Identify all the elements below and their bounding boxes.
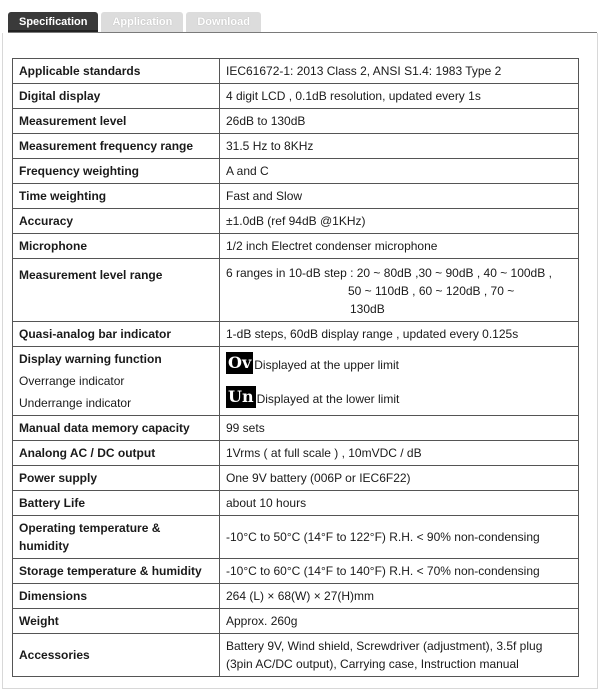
table-row	[13, 109, 579, 134]
spec-value: 1Vrms ( at full scale ) , 10mVDC / dB	[220, 441, 579, 466]
spec-label: Applicable standards	[13, 59, 220, 84]
underrange-text: Displayed at the lower limit	[256, 392, 400, 406]
overrange-label: Overrange indicator	[19, 374, 125, 388]
table-row	[13, 491, 579, 516]
table-row	[13, 466, 579, 491]
warning-heading: Display warning function	[19, 352, 162, 366]
spec-value: A and C	[220, 159, 579, 184]
accessories-line-2: (3pin AC/DC output), Carrying case, Instruction manual	[226, 657, 519, 671]
spec-label: Analong AC / DC output	[13, 441, 220, 466]
spec-label: Measurement level range	[13, 259, 220, 322]
table-row	[13, 234, 579, 259]
underrange-label: Underrange indicator	[19, 396, 132, 410]
tab-bar	[8, 12, 261, 32]
spec-label: Accuracy	[13, 209, 220, 234]
spec-value: -10°C to 50°C (14°F to 122°F) R.H. < 90% non-condensing	[220, 516, 579, 559]
spec-label: Power supply	[13, 466, 220, 491]
table-row	[13, 184, 579, 209]
spec-label: Accessories	[13, 634, 220, 677]
spec-value: 31.5 Hz to 8KHz	[220, 134, 579, 159]
spec-value: 1-dB steps, 60dB display range , updated every 0.125s	[220, 322, 579, 347]
spec-label: Battery Life	[13, 491, 220, 516]
spec-value: One 9V battery (006P or IEC6F22)	[220, 466, 579, 491]
table-row	[13, 634, 579, 677]
table-row	[13, 516, 579, 559]
spec-label: Quasi-analog bar indicator	[13, 322, 220, 347]
spec-value: 99 sets	[220, 416, 579, 441]
spec-label: Time weighting	[13, 184, 220, 209]
spec-value: -10°C to 60°C (14°F to 140°F) R.H. < 70% non-condensing	[220, 559, 579, 584]
overrange-text: Displayed at the upper limit	[254, 358, 399, 372]
underrange-indicator	[226, 386, 572, 408]
overrange-indicator	[226, 352, 572, 374]
spec-label: Microphone	[13, 234, 220, 259]
table-row	[13, 134, 579, 159]
spec-value	[220, 259, 579, 322]
accessories-line-1: Battery 9V, Wind shield, Screwdriver (adjustment), 3.5f plug	[226, 639, 543, 653]
specification-table	[12, 58, 579, 677]
spec-value: ±1.0dB (ref 94dB @1KHz)	[220, 209, 579, 234]
underrange-icon: Un	[228, 387, 254, 406]
table-row	[13, 559, 579, 584]
spec-value	[220, 347, 579, 416]
table-row	[13, 84, 579, 109]
spec-label: Manual data memory capacity	[13, 416, 220, 441]
table-row	[13, 259, 579, 322]
range-line-2: 50 ~ 110dB , 60 ~ 120dB , 70 ~	[348, 284, 515, 298]
spec-value: 1/2 inch Electret condenser microphone	[220, 234, 579, 259]
spec-label: Storage temperature & humidity	[13, 559, 220, 584]
range-line-3: 130dB	[350, 302, 385, 316]
spec-value: Fast and Slow	[220, 184, 579, 209]
spec-label: Dimensions	[13, 584, 220, 609]
spec-value	[220, 634, 579, 677]
spec-value: Approx. 260g	[220, 609, 579, 634]
tab-download[interactable]: Download	[186, 12, 261, 32]
table-row	[13, 59, 579, 84]
table-row	[13, 347, 579, 416]
tab-specification[interactable]: Specification	[8, 12, 98, 32]
spec-label	[13, 347, 220, 416]
table-row	[13, 416, 579, 441]
table-row	[13, 441, 579, 466]
spec-value: 264 (L) × 68(W) × 27(H)mm	[220, 584, 579, 609]
spec-label: Digital display	[13, 84, 220, 109]
spec-value: IEC61672-1: 2013 Class 2, ANSI S1.4: 1983 Type 2	[220, 59, 579, 84]
table-row	[13, 584, 579, 609]
tab-application[interactable]: Application	[101, 12, 183, 32]
table-row	[13, 322, 579, 347]
spec-value: 26dB to 130dB	[220, 109, 579, 134]
table-row	[13, 209, 579, 234]
spec-label: Measurement level	[13, 109, 220, 134]
spec-label: Operating temperature & humidity	[13, 516, 220, 559]
spec-value: about 10 hours	[220, 491, 579, 516]
spec-value: 4 digit LCD , 0.1dB resolution, updated every 1s	[220, 84, 579, 109]
table-row	[13, 609, 579, 634]
table-row	[13, 159, 579, 184]
spec-label: Frequency weighting	[13, 159, 220, 184]
range-line-1: 6 ranges in 10-dB step : 20 ~ 80dB ,30 ~ 90dB , 40 ~ 100dB ,	[226, 266, 552, 280]
spec-label: Weight	[13, 609, 220, 634]
overrange-icon: Ov	[228, 353, 252, 372]
spec-label: Measurement frequency range	[13, 134, 220, 159]
